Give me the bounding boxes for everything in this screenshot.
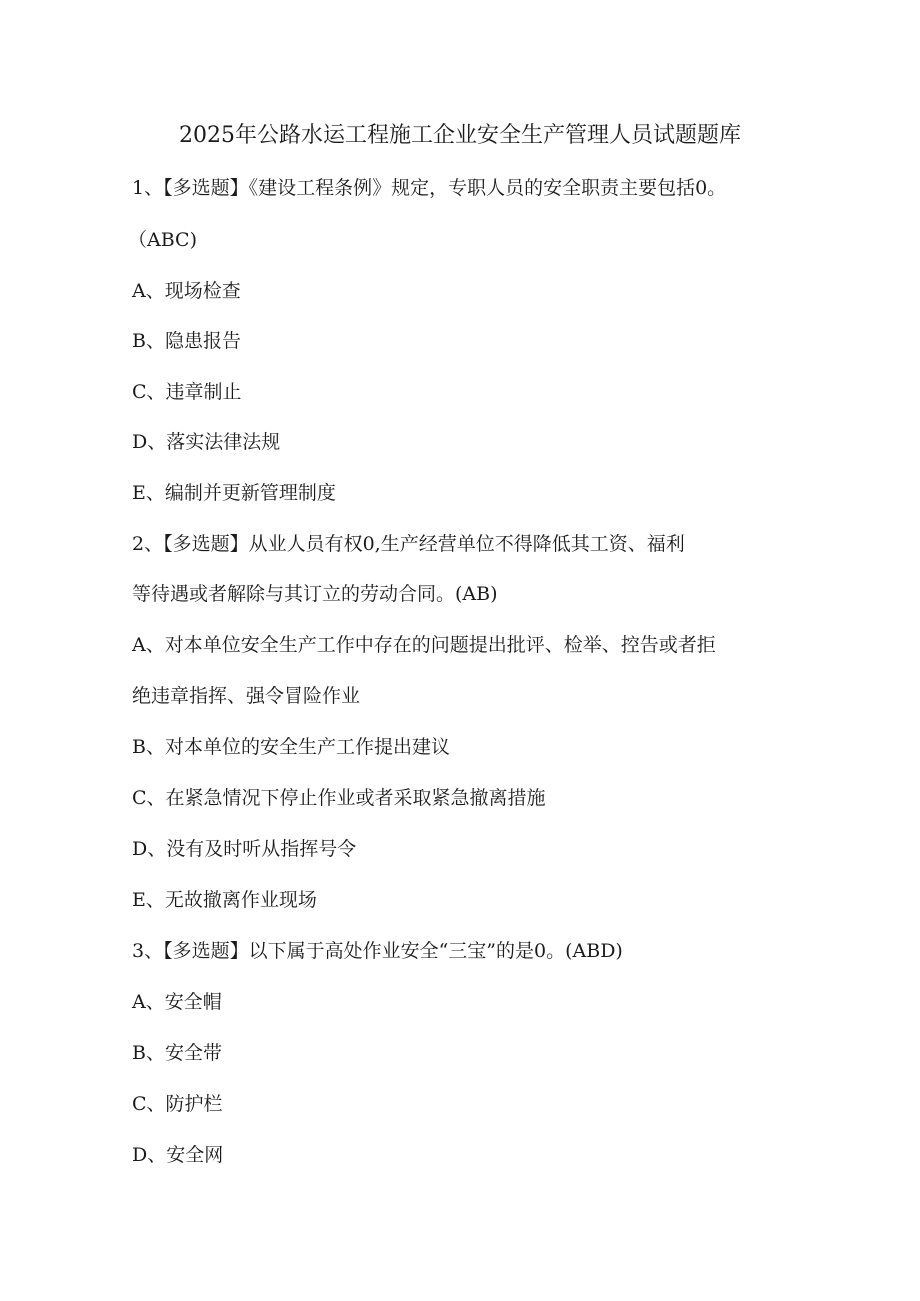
question-1-option-a: A、现场检查 [132, 280, 241, 302]
question-2-option-c: C、在紧急情况下停止作业或者采取紧急撤离措施 [132, 787, 546, 809]
question-2-stem: 2、【多选题】从业人员有权0,生产经营单位不得降低其工资、福利 [132, 533, 685, 555]
question-3-option-c: C、防护栏 [132, 1093, 223, 1115]
question-1-option-c: C、违章制止 [132, 381, 242, 403]
question-1-option-b: B、隐患报告 [132, 330, 241, 352]
question-2-option-d: D、没有及时听从指挥号令 [132, 838, 357, 860]
question-3-stem: 3、【多选题】以下属于高处作业安全“三宝”的是0。(ABD) [132, 940, 623, 962]
question-1-option-d: D、落实法律法规 [132, 431, 281, 453]
document-title: 2025年公路水运工程施工企业安全生产管理人员试题题库 [179, 123, 741, 148]
question-1-option-e: E、编制并更新管理制度 [132, 482, 336, 504]
question-3-option-d: D、安全网 [132, 1144, 224, 1166]
question-2-option-e: E、无故撤离作业现场 [132, 889, 317, 911]
question-2-stem-continued: 等待遇或者解除与其订立的劳动合同。(AB) [132, 583, 498, 605]
question-1-answer: （ABC) [128, 229, 197, 251]
question-2-option-b: B、对本单位的安全生产工作提出建议 [132, 736, 450, 758]
question-3-option-b: B、安全带 [132, 1042, 222, 1064]
question-3-option-a: A、安全帽 [132, 991, 222, 1013]
question-2-option-a-continued: 绝违章指挥、强令冒险作业 [132, 685, 361, 707]
question-1-stem: 1、【多选题】《建设工程条例》规定，专职人员的安全职责主要包括0。 [132, 177, 727, 199]
question-2-option-a: A、对本单位安全生产工作中存在的问题提出批评、检举、控告或者拒 [132, 634, 716, 656]
